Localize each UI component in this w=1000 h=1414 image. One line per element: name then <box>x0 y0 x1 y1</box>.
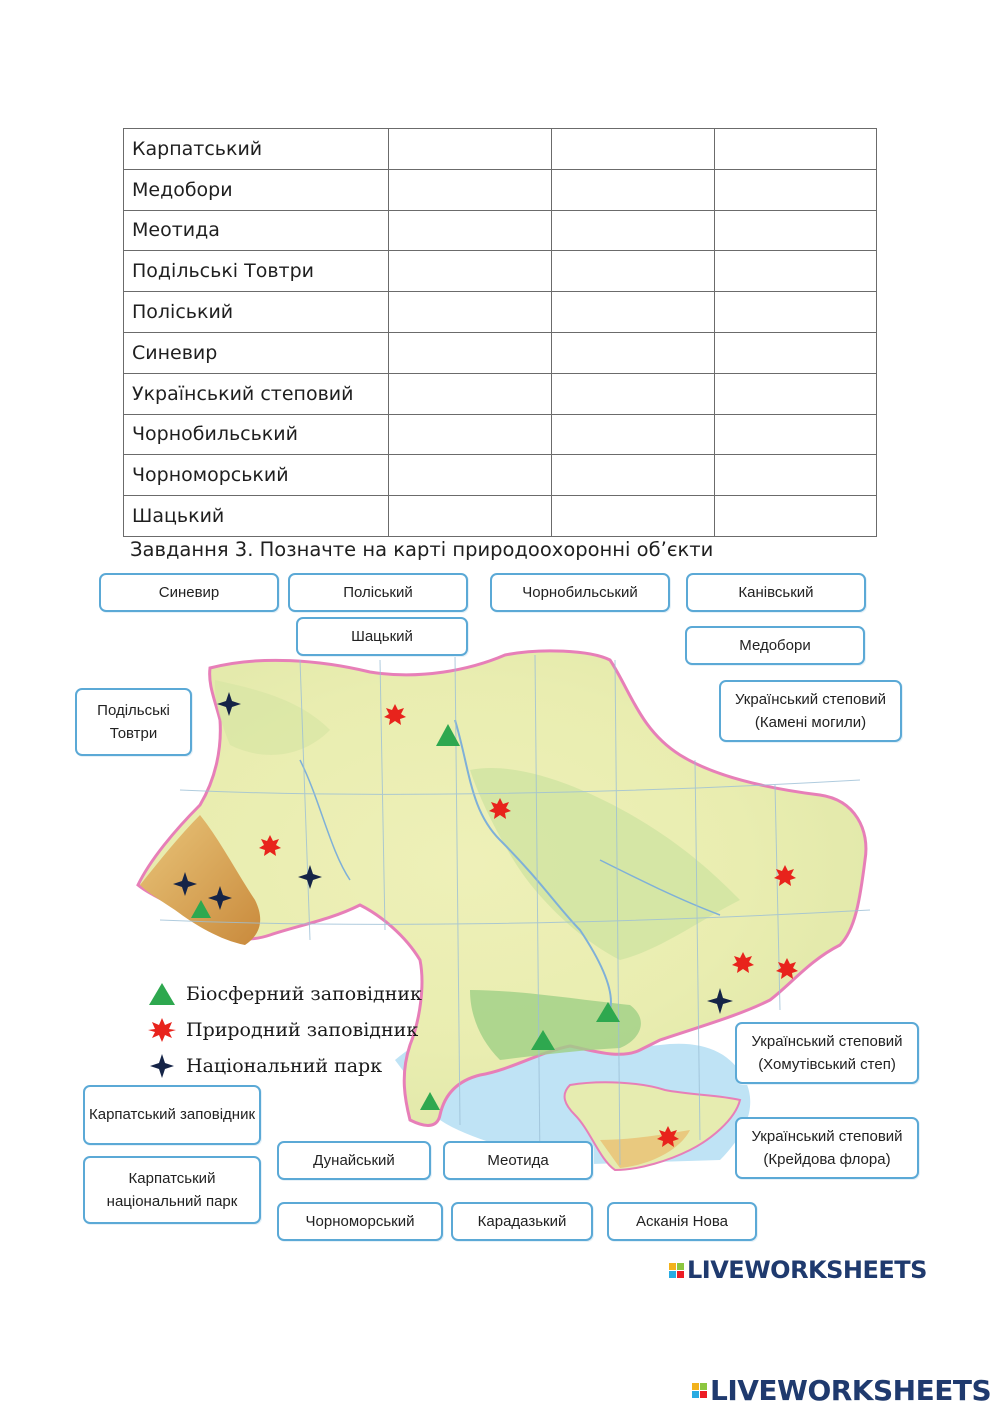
national-park-icon <box>146 1052 178 1080</box>
brand-name: LIVEWORKSHEETS <box>687 1256 927 1284</box>
answer-box-ukr-step-kamenni[interactable]: Український степовий (Камені могили) <box>719 680 902 742</box>
legend-national-park-label: Національний парк <box>186 1055 383 1077</box>
task-3-title: Завдання 3. Позначте на карті природоохоронні об’єкти <box>130 538 714 561</box>
answer-box-chornobylskyi[interactable]: Чорнобильський <box>490 573 670 612</box>
answer-box-podilski-tovtry[interactable]: Подільські Товтри <box>75 688 192 756</box>
natural-reserve-icon <box>146 1016 178 1044</box>
answer-box-ukr-step-kreidova[interactable]: Український степовий (Крейдова флора) <box>735 1117 919 1179</box>
answer-box-ukr-step-khomutivskyi[interactable]: Український степовий (Хомутівський степ) <box>735 1022 919 1084</box>
biosphere-icon <box>146 980 178 1008</box>
answer-box-dunaiskyi[interactable]: Дунайський <box>277 1141 431 1180</box>
brand-logo-inline <box>669 1256 927 1284</box>
brand-grid-icon <box>669 1263 684 1278</box>
table-row-label: Поліський <box>124 292 389 333</box>
answer-box-kanivskyi[interactable]: Канівський <box>686 573 866 612</box>
answer-box-medobory[interactable]: Медобори <box>685 626 865 665</box>
brand-grid-icon <box>692 1383 707 1398</box>
map-legend <box>146 976 422 1084</box>
answer-box-shatskyi[interactable]: Шацький <box>296 617 468 656</box>
answer-box-meotyda[interactable]: Меотида <box>443 1141 593 1180</box>
answer-box-poliskyi[interactable]: Поліський <box>288 573 468 612</box>
brand-name: LIVEWORKSHEETS <box>710 1374 992 1407</box>
legend-biosphere-label: Біосферний заповідник <box>186 983 422 1005</box>
brand-logo-footer <box>692 1374 991 1407</box>
table-row-label: Чорнобильський <box>124 414 389 455</box>
table-row-label: Український степовий <box>124 373 389 414</box>
table-row-label: Подільські Товтри <box>124 251 389 292</box>
table-row-label: Синевир <box>124 332 389 373</box>
answer-box-askaniia[interactable]: Асканія Нова <box>607 1202 757 1241</box>
answer-box-chornomorskyi[interactable]: Чорноморський <box>277 1202 443 1241</box>
table-row-label: Карпатський <box>124 129 389 170</box>
table-row-label: Шацький <box>124 496 389 537</box>
answer-box-synevyr[interactable]: Синевир <box>99 573 279 612</box>
table-row-label: Меотида <box>124 210 389 251</box>
table-row-label: Чорноморський <box>124 455 389 496</box>
legend-natural-label: Природний заповідник <box>186 1019 419 1041</box>
answer-box-karpatskyi-park[interactable]: Карпатський національний парк <box>83 1156 261 1224</box>
answer-box-karpatskyi-zapovidnyk[interactable]: Карпатський заповідник <box>83 1085 261 1145</box>
answer-box-karadazkyi[interactable]: Карадазький <box>451 1202 593 1241</box>
table-row-label: Медобори <box>124 169 389 210</box>
